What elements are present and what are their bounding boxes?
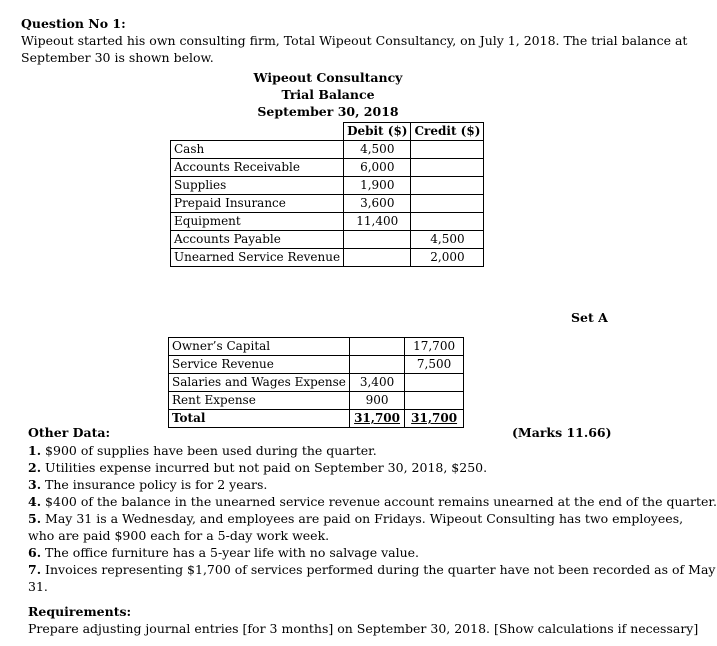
table-row (171, 141, 484, 159)
question-intro-line2: September 30 is shown below. (21, 50, 214, 65)
debit-value: 11,400 (344, 213, 411, 231)
other-data-heading: Other Data: (28, 425, 111, 440)
debit-column-header: Debit ($) (344, 123, 411, 141)
account-name: Service Revenue (169, 356, 350, 374)
item-text-continued: who are paid $900 each for a 5-day work week. (28, 528, 330, 543)
account-name: Salaries and Wages Expense (169, 374, 350, 392)
debit-value (344, 231, 411, 249)
table-row (171, 177, 484, 195)
debit-value: 3,400 (349, 374, 404, 392)
table-row (171, 231, 484, 249)
credit-value: 17,700 (405, 338, 464, 356)
credit-value (411, 195, 484, 213)
company-name: Wipeout Consultancy (253, 70, 403, 85)
debit-value: 1,900 (344, 177, 411, 195)
item-text: The office furniture has a 5-year life with no salvage value. (41, 545, 420, 560)
account-name: Equipment (171, 213, 344, 231)
credit-column-header: Credit ($) (411, 123, 484, 141)
credit-value (411, 141, 484, 159)
question-title: Question No 1: (21, 16, 126, 31)
item-text: The insurance policy is for 2 years. (41, 477, 268, 492)
account-name: Supplies (171, 177, 344, 195)
set-label: Set A (571, 310, 608, 325)
credit-value: 7,500 (405, 356, 464, 374)
table-row (169, 392, 464, 410)
credit-value (411, 159, 484, 177)
total-row (169, 410, 464, 428)
item-number: 7. (28, 562, 42, 577)
table-row (171, 159, 484, 177)
total-credit: 31,700 (405, 410, 464, 428)
question-intro-line1: Wipeout started his own consulting firm, Total Wipeout Consultancy, on July 1, 2018. The trial balance at (21, 33, 688, 48)
credit-value (411, 177, 484, 195)
item-number: 5. (28, 511, 42, 526)
debit-value: 900 (349, 392, 404, 410)
report-title: Trial Balance (281, 87, 375, 102)
item-number: 6. (28, 545, 42, 560)
debit-value (344, 249, 411, 267)
trial-balance-table-2 (168, 337, 464, 428)
credit-value (411, 213, 484, 231)
debit-value (349, 356, 404, 374)
item-number: 4. (28, 494, 42, 509)
item-text: Utilities expense incurred but not paid on September 30, 2018, $250. (41, 460, 488, 475)
account-name: Cash (171, 141, 344, 159)
item-number: 2. (28, 460, 42, 475)
list-item (28, 476, 717, 493)
account-name: Accounts Receivable (171, 159, 344, 177)
account-name: Unearned Service Revenue (171, 249, 344, 267)
debit-value (349, 338, 404, 356)
table-row (169, 374, 464, 392)
item-text: $900 of supplies have been used during the quarter. (41, 443, 377, 458)
list-item (28, 510, 717, 544)
requirements-heading: Requirements: (28, 604, 132, 619)
debit-value: 6,000 (344, 159, 411, 177)
credit-value: 2,000 (411, 249, 484, 267)
total-debit: 31,700 (349, 410, 404, 428)
item-text: May 31 is a Wednesday, and employees are paid on Fridays. Wipeout Consulting has two employees, (41, 511, 684, 526)
table-row (171, 249, 484, 267)
credit-value (405, 374, 464, 392)
item-number: 1. (28, 443, 42, 458)
total-label: Total (169, 410, 350, 428)
account-name: Rent Expense (169, 392, 350, 410)
credit-value (405, 392, 464, 410)
table-row (169, 356, 464, 374)
table-row (171, 213, 484, 231)
table-row (171, 195, 484, 213)
table-header-row (171, 123, 484, 141)
report-date: September 30, 2018 (257, 104, 399, 119)
marks-label: (Marks 11.66) (512, 425, 612, 440)
account-name: Accounts Payable (171, 231, 344, 249)
list-item (28, 493, 717, 510)
item-number: 3. (28, 477, 42, 492)
list-item (28, 544, 717, 561)
item-text-continued: 31. (28, 579, 48, 594)
list-item (28, 442, 717, 459)
item-text: Invoices representing $1,700 of services performed during the quarter have not been recorded as of May (41, 562, 716, 577)
account-name: Owner’s Capital (169, 338, 350, 356)
trial-balance-table-1 (170, 122, 484, 267)
list-item (28, 561, 717, 595)
requirements-text: Prepare adjusting journal entries [for 3 months] on September 30, 2018. [Show calculations if necessary] (28, 621, 699, 636)
list-item (28, 459, 717, 476)
other-data-list (28, 442, 717, 595)
table-row (169, 338, 464, 356)
account-name: Prepaid Insurance (171, 195, 344, 213)
debit-value: 4,500 (344, 141, 411, 159)
item-text: $400 of the balance in the unearned service revenue account remains unearned at the end of the quarter. (41, 494, 717, 509)
credit-value: 4,500 (411, 231, 484, 249)
account-column-header (171, 123, 344, 141)
debit-value: 3,600 (344, 195, 411, 213)
